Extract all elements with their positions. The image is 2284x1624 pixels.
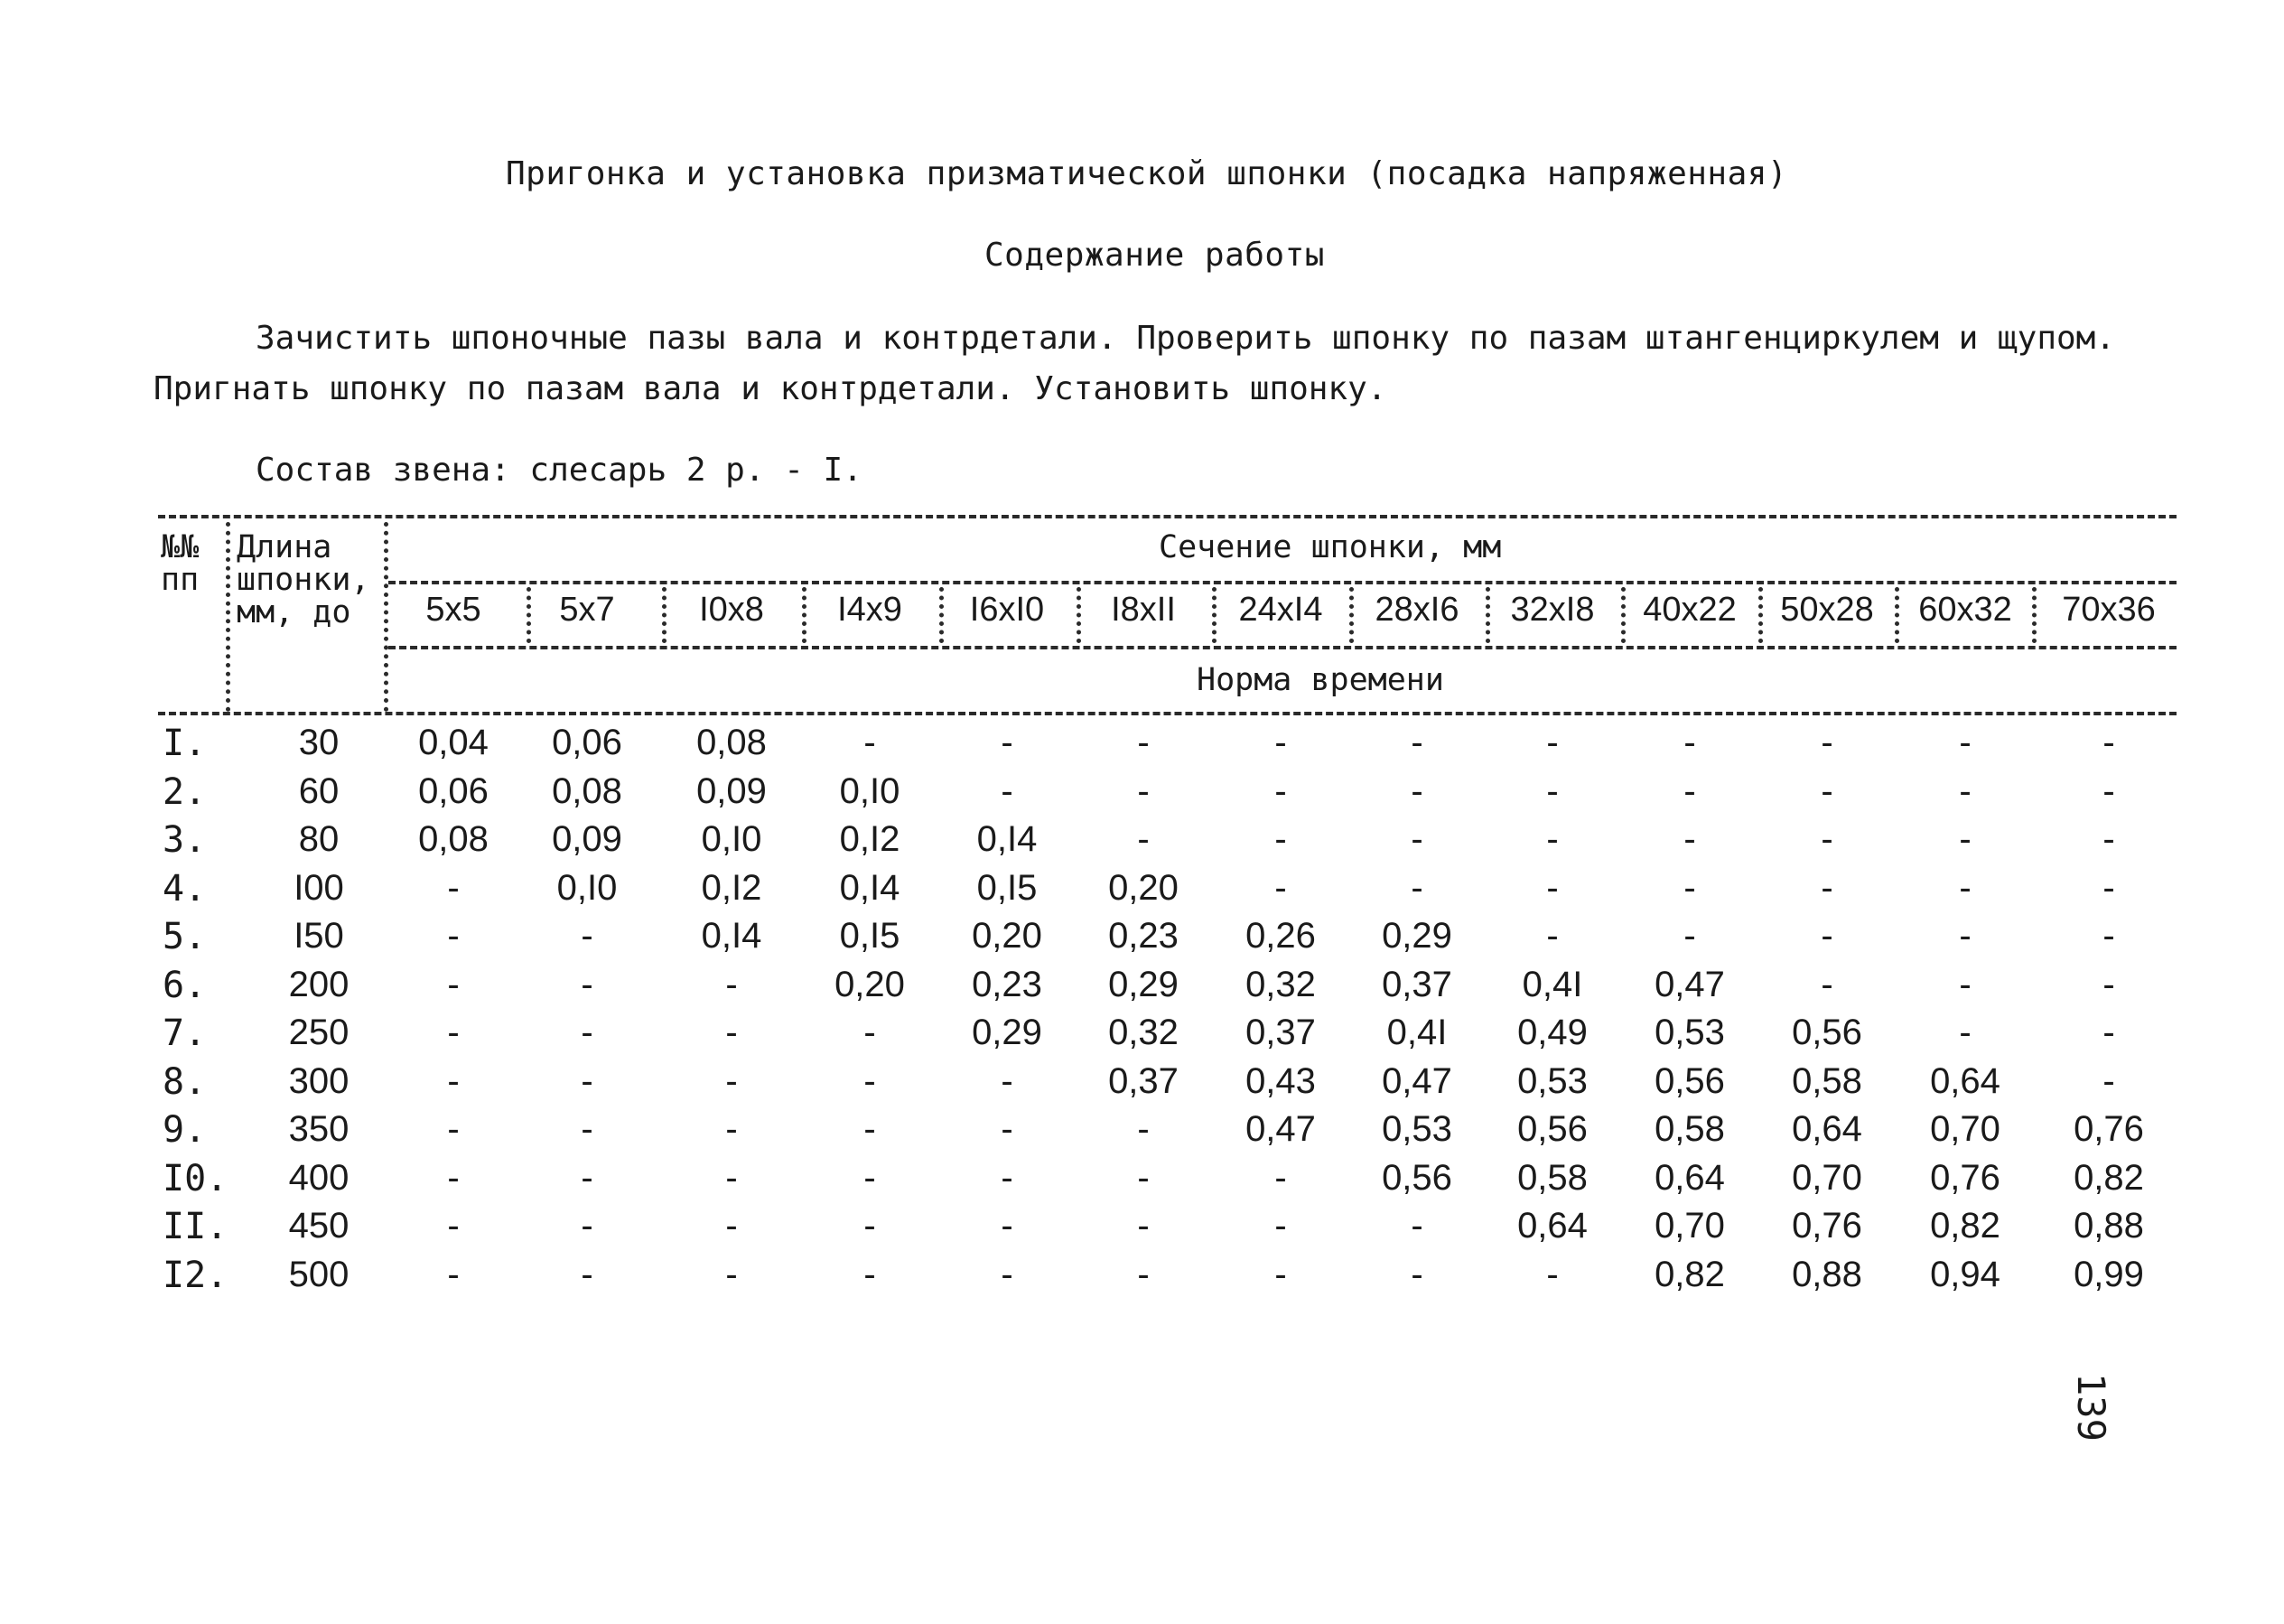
time-norm-value: 0,47 (1655, 964, 1725, 1004)
time-norm-value: - (1959, 867, 1972, 908)
row-number: 7. (163, 1013, 207, 1054)
time-norm-value: - (1683, 723, 1696, 762)
time-norm-value: - (2102, 819, 2115, 859)
section-size-header: I4x9 (837, 591, 902, 629)
time-norm-value: 0,20 (1108, 867, 1179, 908)
size-separator (1212, 587, 1217, 643)
time-norm-value: - (1001, 723, 1013, 762)
size-separator (802, 587, 806, 643)
time-norm-value: - (1683, 867, 1696, 908)
time-norm-value: 0,88 (1792, 1254, 1862, 1294)
row-number: II. (163, 1206, 228, 1247)
time-norm-value: - (2102, 723, 2115, 762)
time-norm-value: - (1274, 1157, 1287, 1198)
time-norm-value: - (1821, 867, 1833, 908)
time-norm-value: - (1546, 723, 1559, 762)
time-norm-value: - (447, 964, 460, 1004)
time-norm-value: 0,4I (1386, 1013, 1448, 1052)
header-separator (226, 522, 230, 712)
key-length: 500 (288, 1254, 350, 1294)
time-norm-value: - (1274, 867, 1287, 908)
time-norm-value: 0,53 (1517, 1060, 1588, 1101)
time-norm-value: 0,4I (1522, 964, 1583, 1004)
section-size-header: 50x28 (1780, 591, 1874, 629)
time-norm-value: - (1001, 1109, 1013, 1149)
time-norm-value: 0,08 (418, 819, 489, 859)
time-norm-value: 0,23 (1108, 916, 1179, 956)
time-norm-value: 0,I4 (839, 867, 900, 908)
time-norm-value: - (1959, 916, 1972, 956)
key-length: 450 (288, 1206, 350, 1246)
time-norm-value: - (725, 1206, 738, 1246)
time-norm-value: - (1411, 1254, 1423, 1294)
time-norm-value: - (1959, 770, 1972, 811)
time-norm-value: - (1137, 1254, 1150, 1294)
size-separator (1077, 587, 1081, 643)
time-norm-value: 0,53 (1382, 1109, 1452, 1149)
time-norm-value: 0,58 (1792, 1060, 1862, 1101)
time-norm-value: - (1274, 1254, 1287, 1294)
time-norm-value: 0,I5 (976, 867, 1038, 908)
time-norm-value: 0,56 (1792, 1013, 1862, 1052)
time-norm-value: - (1137, 819, 1150, 859)
size-separator (1895, 587, 1899, 643)
time-norm-value: - (1411, 867, 1423, 908)
time-norm-value: - (2102, 1060, 2115, 1101)
time-norm-value: - (1959, 1013, 1972, 1052)
row-number: 6. (163, 964, 207, 1006)
time-norm-value: - (863, 1157, 876, 1198)
size-separator (662, 587, 667, 643)
page-number: 139 (2069, 1373, 2113, 1442)
time-norm-value: 0,I0 (701, 819, 762, 859)
crew-composition: Состав звена: слесарь 2 р. - I. (256, 452, 862, 489)
time-norm-value: - (1959, 723, 1972, 762)
time-norm-value: - (1683, 770, 1696, 811)
section-size-header: 32xI8 (1510, 591, 1595, 629)
header-separator (384, 522, 388, 712)
time-norm-value: 0,29 (1382, 916, 1452, 956)
time-norm-value: - (1001, 1254, 1013, 1294)
section-header-rule (388, 581, 2177, 584)
time-norm-value: - (1821, 723, 1833, 762)
key-length: I00 (294, 867, 344, 908)
col-length-header-line-3: мм, до (237, 594, 351, 630)
time-norm-value: - (581, 1060, 593, 1101)
time-norm-value: - (1001, 770, 1013, 811)
time-norm-value: - (1274, 770, 1287, 811)
key-length: 400 (288, 1157, 350, 1198)
time-norm-value: - (725, 1060, 738, 1101)
size-separator (1621, 587, 1626, 643)
time-norm-value: - (1137, 723, 1150, 762)
key-length: 350 (288, 1109, 350, 1149)
work-content-line-2: Пригнать шпонку по пазам вала и контрдетали. Установить шпонку. (154, 370, 1387, 407)
time-norm-value: - (581, 1013, 593, 1052)
time-norm-value: - (1411, 723, 1423, 762)
section-size-header: 24xI4 (1238, 591, 1323, 629)
time-norm-value: - (1683, 916, 1696, 956)
time-norm-value: 0,37 (1382, 964, 1452, 1004)
time-norm-value: - (581, 1157, 593, 1198)
col-number-header-line-2: пп (161, 562, 200, 598)
time-norm-value: 0,70 (1930, 1109, 2000, 1149)
time-norm-value: - (1001, 1206, 1013, 1246)
time-norm-value: - (2102, 916, 2115, 956)
col-number-header-line-1: №№ (161, 529, 200, 565)
time-norm-value: 0,76 (1930, 1157, 2000, 1198)
time-norm-value: - (1137, 1206, 1150, 1246)
time-norm-value: - (447, 1013, 460, 1052)
time-norm-value: 0,47 (1382, 1060, 1452, 1101)
section-size-header: I6xI0 (969, 591, 1045, 629)
time-norm-value: - (2102, 964, 2115, 1004)
time-norm-value: 0,06 (418, 770, 489, 811)
page-title: Пригонка и установка призматической шпонки (посадка напряженная) (506, 155, 1788, 192)
time-norm-value: - (447, 916, 460, 956)
time-norm-value: 0,32 (1245, 964, 1316, 1004)
size-separator (1349, 587, 1354, 643)
time-norm-value: - (1001, 1157, 1013, 1198)
time-norm-value: - (1546, 770, 1559, 811)
time-norm-value: - (725, 1157, 738, 1198)
time-norm-value: - (1821, 819, 1833, 859)
time-norm-value: - (1821, 770, 1833, 811)
section-size-header: 5x7 (559, 591, 615, 629)
time-norm-value: 0,09 (696, 770, 767, 811)
time-norm-value: 0,I2 (701, 867, 762, 908)
time-norm-value: 0,43 (1245, 1060, 1316, 1101)
time-norm-value: - (581, 1206, 593, 1246)
time-norm-value: 0,64 (1655, 1157, 1725, 1198)
time-norm-value: - (1546, 867, 1559, 908)
time-norm-value: - (2102, 867, 2115, 908)
time-norm-value: - (1411, 1206, 1423, 1246)
time-norm-value: 0,70 (1655, 1206, 1725, 1246)
section-header: Сечение шпонки, мм (1159, 529, 1502, 565)
time-norm-value: - (1683, 819, 1696, 859)
time-norm-value: 0,I0 (556, 867, 618, 908)
time-norm-value: - (1821, 916, 1833, 956)
section-size-header: 60x32 (1918, 591, 2012, 629)
norm-header: Норма времени (1197, 662, 1444, 698)
time-norm-value: 0,64 (1792, 1109, 1862, 1149)
time-norm-value: 0,I0 (839, 770, 900, 811)
time-norm-value: - (1274, 1206, 1287, 1246)
time-norm-value: 0,56 (1517, 1109, 1588, 1149)
key-length: 80 (298, 819, 340, 859)
time-norm-value: - (863, 1206, 876, 1246)
time-norm-value: 0,I4 (976, 819, 1038, 859)
time-norm-value: 0,20 (834, 964, 905, 1004)
time-norm-value: - (1411, 819, 1423, 859)
time-norm-value: 0,I4 (701, 916, 762, 956)
size-separator (1758, 587, 1763, 643)
section-size-header: 40x22 (1643, 591, 1737, 629)
time-norm-value: 0,20 (972, 916, 1042, 956)
time-norm-value: 0,82 (2074, 1157, 2144, 1198)
row-number: I0. (163, 1157, 228, 1199)
row-number: 5. (163, 916, 207, 957)
size-separator (2032, 587, 2037, 643)
time-norm-value: 0,82 (1655, 1254, 1725, 1294)
section-size-header: 28xI6 (1375, 591, 1459, 629)
time-norm-value: 0,94 (1930, 1254, 2000, 1294)
time-norm-value: 0,47 (1245, 1109, 1316, 1149)
time-norm-value: 0,06 (552, 723, 622, 762)
time-norm-value: 0,37 (1245, 1013, 1316, 1052)
time-norm-value: - (447, 1109, 460, 1149)
time-norm-value: - (1274, 723, 1287, 762)
time-norm-value: 0,08 (552, 770, 622, 811)
time-norm-value: - (1546, 1254, 1559, 1294)
time-norm-value: - (581, 916, 593, 956)
col-length-header-line-2: шпонки, (237, 562, 370, 598)
time-norm-value: - (725, 964, 738, 1004)
key-length: 60 (298, 770, 340, 811)
time-norm-value: - (725, 1254, 738, 1294)
section-size-header: I0x8 (699, 591, 764, 629)
time-norm-value: 0,64 (1930, 1060, 2000, 1101)
key-length: 200 (288, 964, 350, 1004)
time-norm-value: - (725, 1109, 738, 1149)
key-length: 250 (288, 1013, 350, 1052)
col-length-header-line-1: Длина (237, 529, 332, 565)
time-norm-value: 0,26 (1245, 916, 1316, 956)
row-number: I2. (163, 1254, 228, 1296)
time-norm-value: - (1137, 770, 1150, 811)
time-norm-value: - (447, 1060, 460, 1101)
time-norm-value: 0,70 (1792, 1157, 1862, 1198)
time-norm-value: - (581, 964, 593, 1004)
time-norm-value: - (1959, 819, 1972, 859)
time-norm-value: 0,53 (1655, 1013, 1725, 1052)
time-norm-value: - (1959, 964, 1972, 1004)
time-norm-value: - (1546, 916, 1559, 956)
time-norm-value: 0,I2 (839, 819, 900, 859)
section-size-header: 70x36 (2062, 591, 2156, 629)
key-length: I50 (294, 916, 344, 956)
time-norm-value: 0,76 (1792, 1206, 1862, 1246)
size-row-rule (388, 646, 2177, 649)
time-norm-value: 0,32 (1108, 1013, 1179, 1052)
size-separator (939, 587, 944, 643)
time-norm-value: - (2102, 1013, 2115, 1052)
time-norm-value: - (863, 723, 876, 762)
time-norm-value: - (447, 867, 460, 908)
time-norm-value: 0,08 (696, 723, 767, 762)
time-norm-value: - (1411, 770, 1423, 811)
row-number: 2. (163, 770, 207, 813)
time-norm-value: - (581, 1254, 593, 1294)
header-bottom-rule (158, 712, 2177, 715)
key-length: 300 (288, 1060, 350, 1101)
time-norm-value: 0,04 (418, 723, 489, 762)
table-top-rule (158, 515, 2177, 518)
time-norm-value: - (863, 1254, 876, 1294)
time-norm-value: - (447, 1157, 460, 1198)
time-norm-value: 0,23 (972, 964, 1042, 1004)
time-norm-value: 0,37 (1108, 1060, 1179, 1101)
work-content-line-1: Зачистить шпоночные пазы вала и контрдетали. Проверить шпонку по пазам штангенциркулем и щупом. (256, 320, 2116, 357)
row-number: 3. (163, 819, 207, 861)
time-norm-value: 0,I5 (839, 916, 900, 956)
time-norm-value: - (1001, 1060, 1013, 1101)
time-norm-value: 0,56 (1655, 1060, 1725, 1101)
time-norm-value: 0,56 (1382, 1157, 1452, 1198)
time-norm-value: - (1546, 819, 1559, 859)
time-norm-value: - (2102, 770, 2115, 811)
time-norm-value: - (1137, 1157, 1150, 1198)
row-number: 9. (163, 1109, 207, 1151)
row-number: I. (163, 723, 207, 764)
time-norm-value: - (863, 1060, 876, 1101)
time-norm-value: - (1274, 819, 1287, 859)
time-norm-value: 0,58 (1655, 1109, 1725, 1149)
time-norm-value: 0,88 (2074, 1206, 2144, 1246)
time-norm-value: 0,64 (1517, 1206, 1588, 1246)
time-norm-value: - (863, 1109, 876, 1149)
time-norm-value: 0,09 (552, 819, 622, 859)
row-number: 8. (163, 1060, 207, 1103)
size-separator (1486, 587, 1490, 643)
time-norm-value: - (447, 1206, 460, 1246)
time-norm-value: 0,99 (2074, 1254, 2144, 1294)
section-size-header: I8xII (1111, 591, 1176, 629)
key-length: 30 (298, 723, 340, 762)
time-norm-value: 0,82 (1930, 1206, 2000, 1246)
size-separator (527, 587, 531, 643)
time-norm-value: 0,58 (1517, 1157, 1588, 1198)
time-norm-value: 0,76 (2074, 1109, 2144, 1149)
time-norm-value: 0,29 (972, 1013, 1042, 1052)
time-norm-value: - (447, 1254, 460, 1294)
time-norm-value: 0,49 (1517, 1013, 1588, 1052)
time-norm-value: 0,29 (1108, 964, 1179, 1004)
time-norm-value: - (1137, 1109, 1150, 1149)
section-heading: Содержание работы (984, 237, 1325, 274)
time-norm-value: - (863, 1013, 876, 1052)
row-number: 4. (163, 867, 207, 910)
time-norm-value: - (1821, 964, 1833, 1004)
section-size-header: 5x5 (425, 591, 481, 629)
time-norm-value: - (581, 1109, 593, 1149)
time-norm-value: - (725, 1013, 738, 1052)
